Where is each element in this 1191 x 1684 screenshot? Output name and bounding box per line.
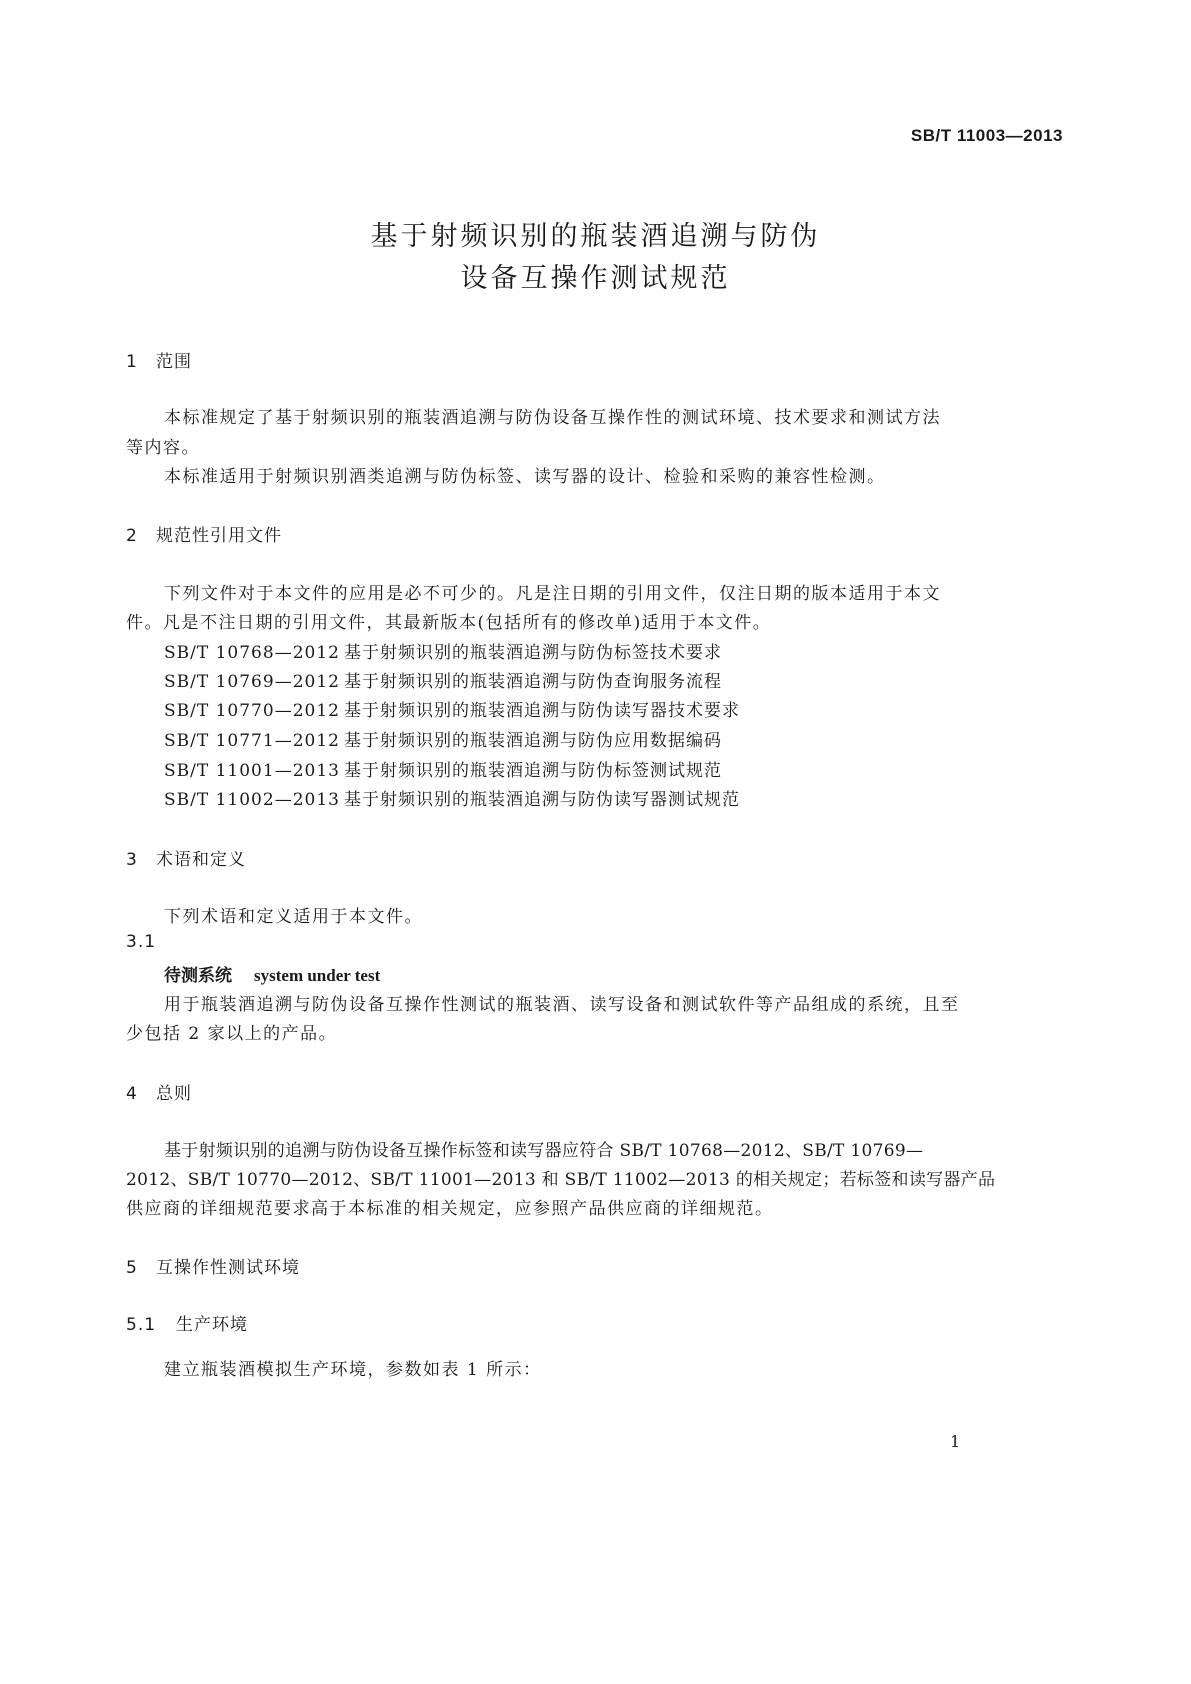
- reference-code: SB/T 10770—2012: [164, 701, 340, 721]
- section-title: 术语和定义: [156, 850, 246, 870]
- reference-code: SB/T 10769—2012: [164, 672, 340, 692]
- normative-reference-item: [164, 785, 740, 810]
- section-number: 2: [126, 526, 138, 546]
- section-number: 4: [126, 1084, 138, 1104]
- normative-reference-item: [164, 756, 722, 781]
- section-4-paragraph-line-1: 基于射频识别的追溯与防伪设备互操作标签和读写器应符合 SB/T 10768—2012、SB/T 10769—: [164, 1141, 924, 1161]
- section-number: 1: [126, 352, 138, 372]
- clause-number: 5.1: [126, 1315, 157, 1335]
- reference-title: 基于射频识别的瓶装酒追溯与防伪标签测试规范: [344, 761, 722, 781]
- clause-3-1-number: 3.1: [126, 932, 157, 952]
- normative-reference-item: [164, 667, 722, 692]
- section-1-paragraph-1-line-1: 本标准规定了基于射频识别的瓶装酒追溯与防伪设备互操作性的测试环境、技术要求和测试方法: [164, 408, 941, 428]
- reference-title: 基于射频识别的瓶装酒追溯与防伪标签技术要求: [344, 643, 722, 663]
- section-1-paragraph-2: 本标准适用于射频识别酒类追溯与防伪标签、读写器的设计、检验和采购的兼容性检测。: [164, 467, 886, 487]
- section-4-paragraph-line-2: 2012、SB/T 10770—2012、SB/T 11001—2013 和 SB/T 11002—2013 的相关规定；若标签和读写器产品: [126, 1170, 996, 1190]
- term-entry: [164, 961, 380, 986]
- page-number: 1: [950, 1432, 961, 1451]
- clause-title: 生产环境: [176, 1315, 248, 1335]
- normative-reference-item: [164, 696, 740, 721]
- reference-title: 基于射频识别的瓶装酒追溯与防伪应用数据编码: [344, 731, 722, 751]
- reference-code: SB/T 11001—2013: [164, 761, 340, 781]
- standard-code: SB/T 11003—2013: [910, 126, 1063, 145]
- reference-title: 基于射频识别的瓶装酒追溯与防伪读写器技术要求: [344, 701, 740, 721]
- section-title: 互操作性测试环境: [156, 1258, 300, 1278]
- normative-reference-item: [164, 726, 722, 751]
- normative-reference-item: [164, 638, 722, 663]
- section-5-1-paragraph: 建立瓶装酒模拟生产环境，参数如表 1 所示：: [164, 1360, 542, 1380]
- section-title: 规范性引用文件: [156, 526, 282, 546]
- term-definition-line-2: 少包括 2 家以上的产品。: [126, 1024, 338, 1044]
- document-title-line-1: 基于射频识别的瓶装酒追溯与防伪: [370, 221, 821, 252]
- section-title: 总则: [156, 1084, 192, 1104]
- section-4-heading: [126, 1079, 192, 1104]
- section-3-heading: [126, 845, 246, 870]
- section-number: 3: [126, 850, 138, 870]
- reference-title: 基于射频识别的瓶装酒追溯与防伪查询服务流程: [344, 672, 722, 692]
- document-title-line-2: 设备互操作测试规范: [460, 263, 731, 294]
- term-english: system under test: [254, 966, 381, 985]
- section-3-paragraph: 下列术语和定义适用于本文件。: [164, 907, 423, 927]
- section-2-heading: [126, 521, 282, 546]
- term-definition-line-1: 用于瓶装酒追溯与防伪设备互操作性测试的瓶装酒、读写设备和测试软件等产品组成的系统，且至: [164, 995, 960, 1015]
- section-5-heading: [126, 1253, 300, 1278]
- term-chinese: 待测系统: [164, 966, 232, 986]
- section-2-paragraph-line-2: 件。凡是不注日期的引用文件，其最新版本(包括所有的修改单)适用于本文件。: [126, 613, 772, 633]
- clause-5-1-heading: [126, 1310, 248, 1335]
- reference-code: SB/T 11002—2013: [164, 790, 340, 810]
- reference-title: 基于射频识别的瓶装酒追溯与防伪读写器测试规范: [344, 790, 740, 810]
- section-title: 范围: [156, 352, 192, 372]
- reference-code: SB/T 10771—2012: [164, 731, 340, 751]
- section-1-heading: [126, 347, 192, 372]
- section-2-paragraph-line-1: 下列文件对于本文件的应用是必不可少的。凡是注日期的引用文件，仅注日期的版本适用于本文: [164, 584, 941, 604]
- section-4-paragraph-line-3: 供应商的详细规范要求高于本标准的相关规定，应参照产品供应商的详细规范。: [126, 1199, 774, 1219]
- section-1-paragraph-1-line-2: 等内容。: [126, 438, 200, 458]
- section-number: 5: [126, 1258, 138, 1278]
- reference-code: SB/T 10768—2012: [164, 643, 340, 663]
